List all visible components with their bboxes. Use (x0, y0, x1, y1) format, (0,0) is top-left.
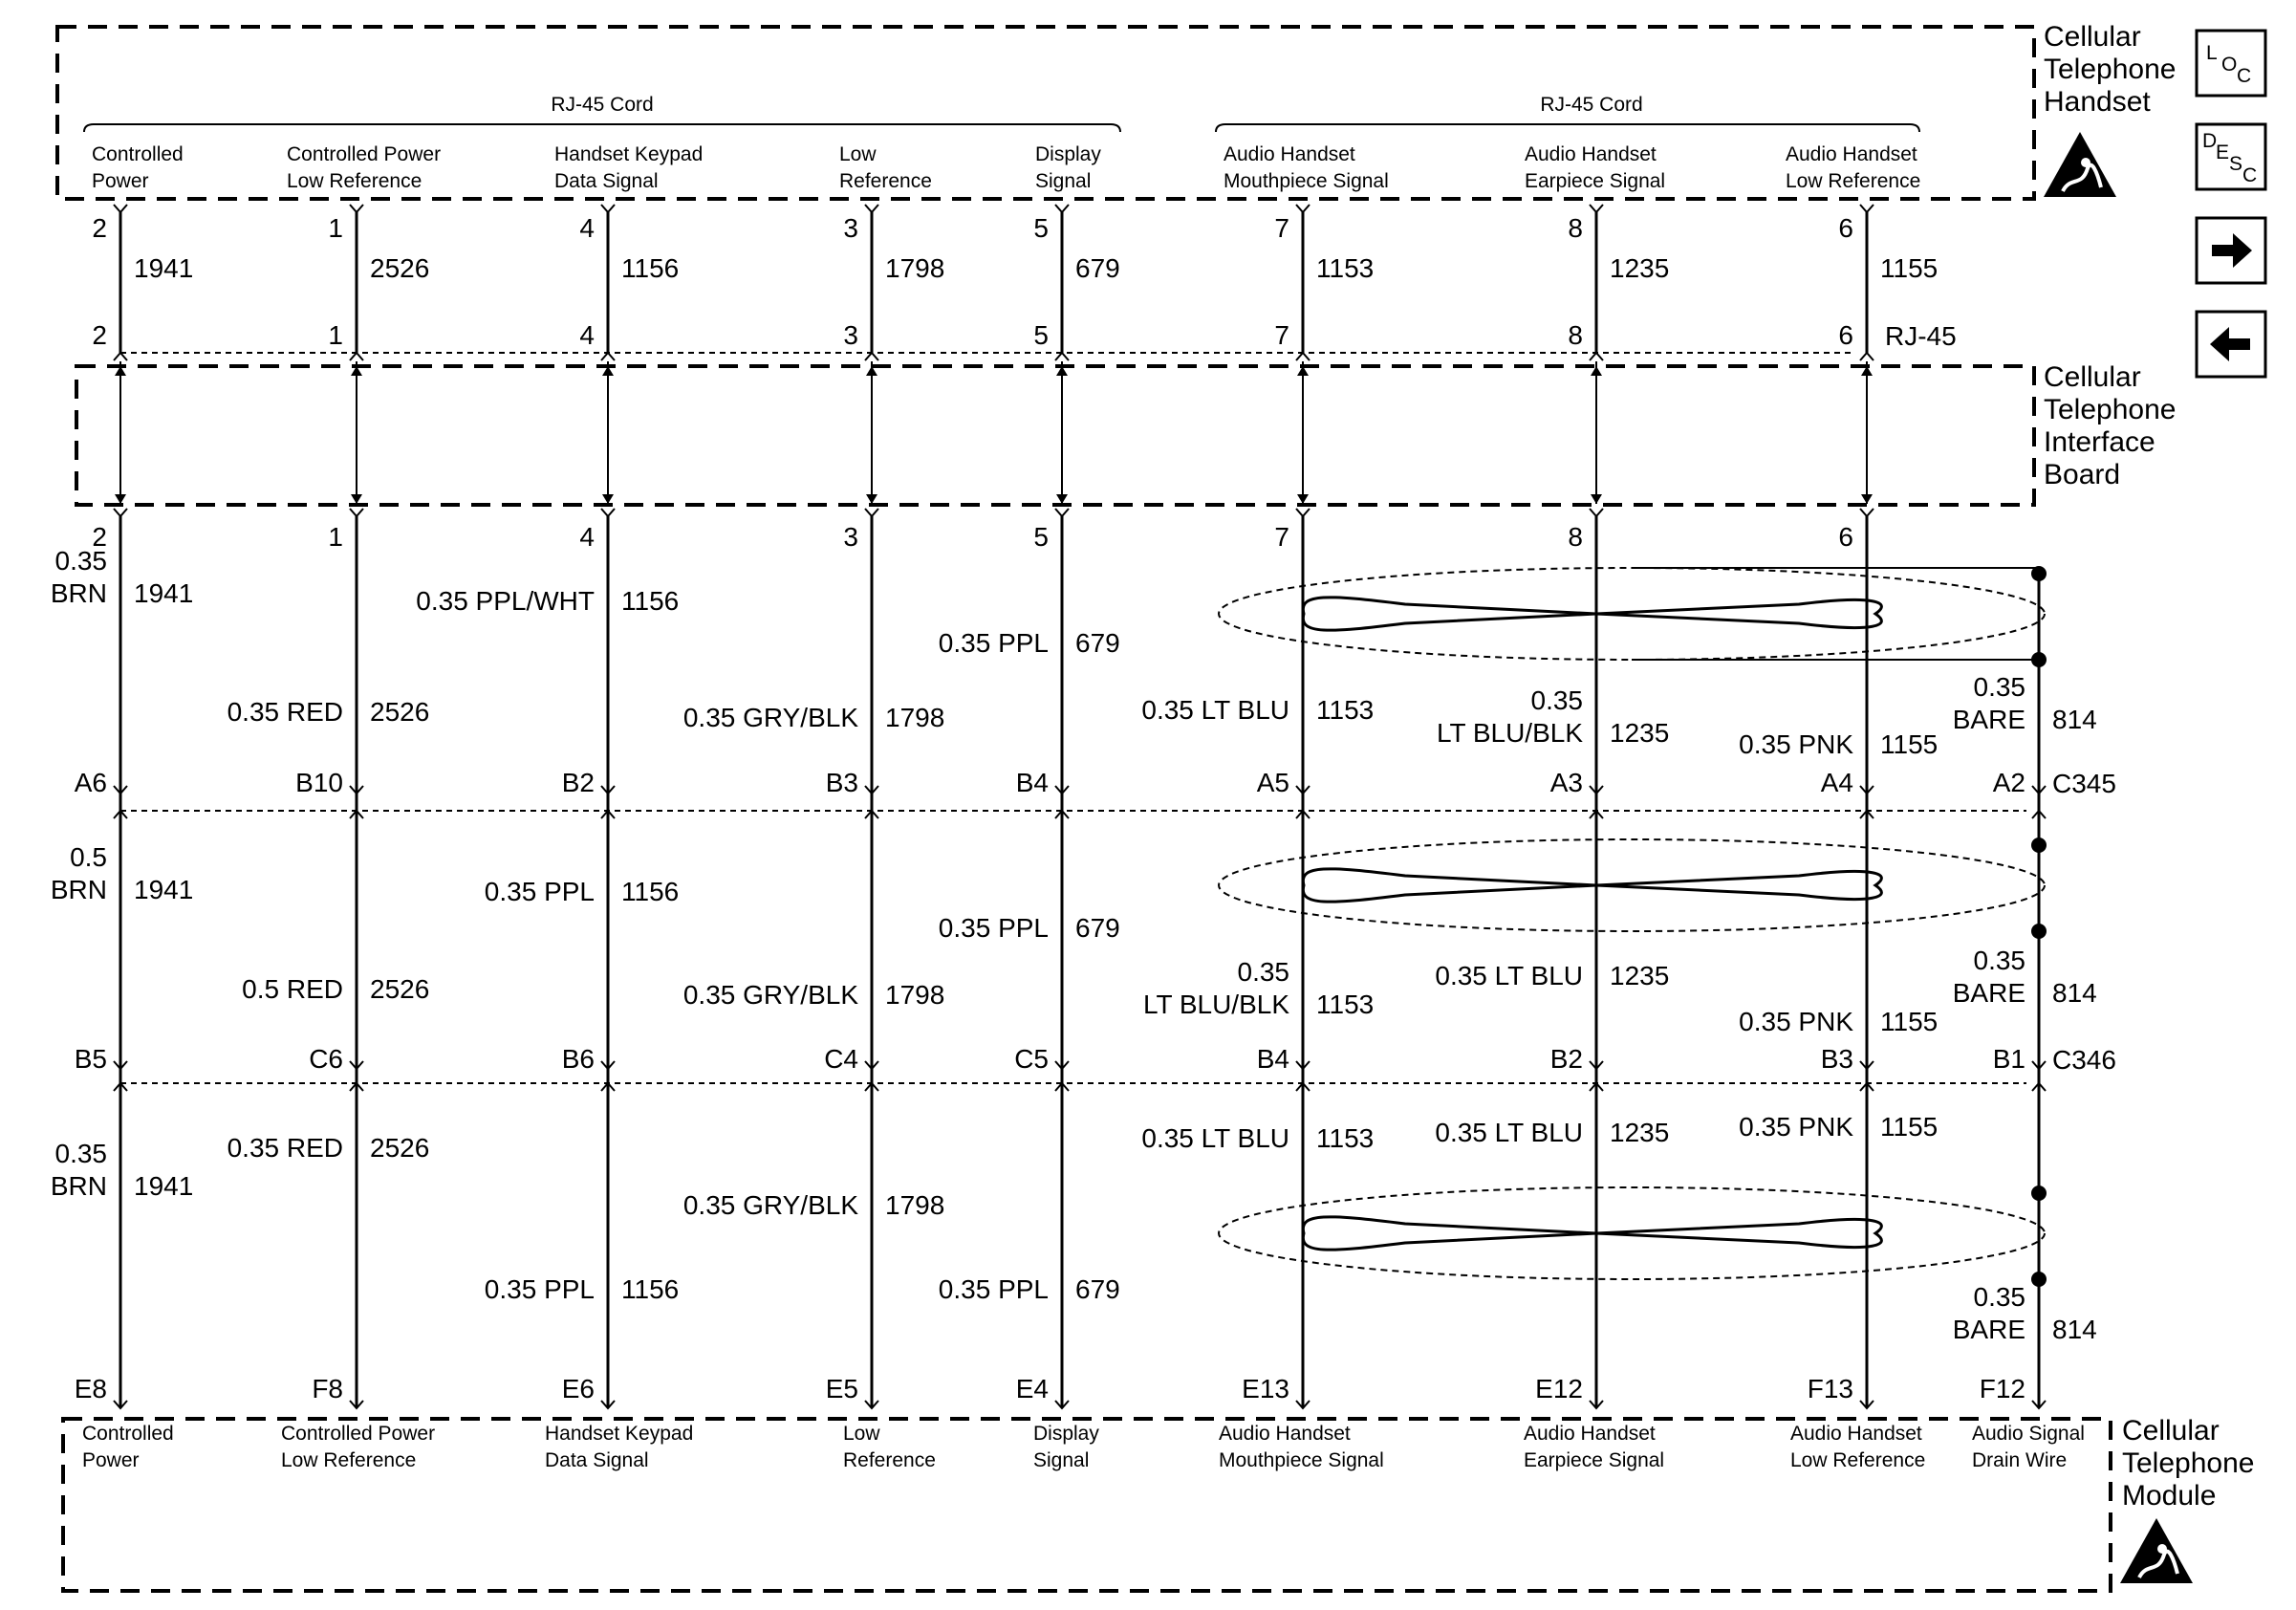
module-terminal-label: Handset Keypad (545, 1423, 694, 1445)
interface-board-box (76, 366, 2034, 505)
rj45-pin-connector (865, 353, 878, 360)
cord-circuit-number: 679 (1075, 253, 1120, 283)
handset-pin-connector (350, 205, 363, 212)
wire-spec: 0.35 PPL/WHT (416, 586, 595, 616)
module-pin: F12 (1979, 1374, 2025, 1403)
wires-layer (114, 205, 2046, 1408)
wire-circuit-number: 1156 (621, 586, 680, 616)
wire-gauge: 0.35 (1237, 957, 1289, 987)
rj45-pin-number: 3 (843, 320, 858, 350)
module-terminal-label: Drain Wire (1972, 1449, 2068, 1471)
wire-circuit-number: 679 (1075, 628, 1120, 658)
handset-terminal-label: Power (92, 170, 149, 192)
c345-pin: A2 (1992, 768, 2025, 797)
rj45-pin-number: 7 (1274, 320, 1289, 350)
c345-pin: A3 (1549, 768, 1583, 797)
twisted-pair-shield-1 (1219, 566, 2047, 667)
board-bottom-connector (1055, 509, 1069, 516)
handset-pin-connector (1590, 205, 1603, 212)
module-pin: F13 (1807, 1374, 1853, 1403)
wire-circuit-number: 814 (2052, 978, 2097, 1008)
board-arrow (866, 494, 877, 504)
module-terminal-label: Audio Handset (1790, 1423, 1922, 1445)
handset-terminal-label: Audio Handset (1525, 143, 1657, 165)
wire-spec: 0.35 PNK (1739, 729, 1853, 759)
wire-circuit-number: 679 (1075, 1274, 1120, 1304)
wire-circuit-number: 1941 (134, 875, 194, 904)
wire-spec: 0.35 LT BLU (1435, 1118, 1583, 1147)
handset-pin-connector (1860, 205, 1874, 212)
module-pin: E8 (74, 1374, 107, 1403)
interface-board-label (2044, 361, 2176, 490)
c346-pin: B6 (561, 1044, 595, 1074)
loc-button[interactable] (2197, 31, 2265, 96)
module-pin: E12 (1535, 1374, 1583, 1403)
wire-circuit-number: 1155 (1880, 1112, 1939, 1142)
handset-terminal-label: Earpiece Signal (1525, 170, 1666, 192)
module-pin: E13 (1242, 1374, 1289, 1403)
svg-text:D: D (2202, 130, 2218, 152)
wire-color: LT BLU/BLK (1436, 718, 1583, 748)
c345-pin: A5 (1256, 768, 1289, 797)
svg-text:Board: Board (2044, 459, 2121, 490)
c345-pin: B4 (1015, 768, 1049, 797)
module-terminal-label: Low (843, 1423, 880, 1445)
wire-circuit-number: 2526 (370, 697, 430, 727)
module-terminal-label: Mouthpiece Signal (1219, 1449, 1384, 1471)
wire-circuit-number: 1235 (1610, 1118, 1670, 1147)
c346-pin: C6 (309, 1044, 343, 1074)
rj45-pin-connector (1860, 353, 1874, 360)
handset-pin-connector (1296, 205, 1310, 212)
svg-text:C: C (2242, 164, 2258, 186)
handset-pin-connector (865, 205, 878, 212)
module-pin: E5 (825, 1374, 858, 1403)
c346-pin: B3 (1820, 1044, 1853, 1074)
board-arrow (1591, 494, 1602, 504)
twisted-pair-shield-3 (1219, 1186, 2047, 1287)
svg-text:C: C (2237, 65, 2252, 87)
wire-circuit-number: 1156 (621, 877, 680, 906)
c346-pin: B2 (1549, 1044, 1583, 1074)
board-bottom-connector (1296, 509, 1310, 516)
board-pin-number: 2 (92, 522, 107, 552)
wire-gauge: 0.35 (1530, 685, 1583, 715)
handset-terminal-label: Audio Handset (1224, 143, 1355, 165)
cord-circuit-number: 1156 (621, 253, 680, 283)
svg-text:Telephone: Telephone (2044, 394, 2177, 425)
rj45-pin-connector (1590, 353, 1603, 360)
module-terminal-label: Reference (843, 1449, 936, 1471)
c346-pin: B4 (1256, 1044, 1289, 1074)
board-bottom-connector (114, 509, 127, 516)
module-terminal-label: Display (1033, 1423, 1099, 1445)
board-bottom-connector (865, 509, 878, 516)
module-terminal-label: Audio Handset (1219, 1423, 1351, 1445)
wire-circuit-number: 1235 (1610, 961, 1670, 990)
wire-color: BARE (1952, 705, 2025, 734)
module-pin: E4 (1015, 1374, 1049, 1403)
rj45-cord-brace-right (1216, 94, 1919, 132)
handset-pin-number: 5 (1033, 213, 1049, 243)
module-terminal-label: Controlled Power (281, 1423, 436, 1445)
cord-circuit-number: 1153 (1316, 253, 1375, 283)
wire-gauge: 0.35 (1973, 672, 2025, 702)
rj45-label: RJ-45 (1885, 321, 1957, 351)
svg-text:L: L (2206, 42, 2218, 64)
cord-circuit-number: 1235 (1610, 253, 1670, 283)
esd-warning-icon (2044, 132, 2116, 197)
wire-spec: 0.35 LT BLU (1141, 695, 1289, 725)
handset-terminal-label: Low Reference (1786, 170, 1921, 192)
prev-button[interactable] (2197, 312, 2265, 377)
rj45-pin-connector (601, 353, 615, 360)
svg-text:Cellular: Cellular (2044, 361, 2141, 393)
module-terminal-label: Signal (1033, 1449, 1090, 1471)
wire-circuit-number: 1155 (1880, 729, 1939, 759)
wire-spec: 0.35 LT BLU (1141, 1123, 1289, 1153)
handset-terminal-label: Audio Handset (1786, 143, 1917, 165)
svg-text:S: S (2229, 153, 2243, 175)
module-terminal-label: Audio Handset (1524, 1423, 1656, 1445)
board-pin-number: 7 (1274, 522, 1289, 552)
handset-terminal-label: Controlled Power (287, 143, 442, 165)
module-terminal-label: Power (82, 1449, 140, 1471)
board-arrow (1056, 494, 1068, 504)
wire-color: BARE (1952, 978, 2025, 1008)
cord-circuit-number: 1155 (1880, 253, 1939, 283)
module-terminal-label: Data Signal (545, 1449, 649, 1471)
wire-spec: 0.35 PPL (938, 913, 1049, 943)
wire-spec: 0.35 GRY/BLK (682, 980, 858, 1010)
wire-circuit-number: 1798 (885, 703, 945, 732)
rj45-pin-connector (1055, 353, 1069, 360)
svg-text:Interface: Interface (2044, 426, 2155, 458)
board-bottom-connector (1590, 509, 1603, 516)
handset-pin-number: 3 (843, 213, 858, 243)
svg-text:RJ-45 Cord: RJ-45 Cord (1540, 94, 1643, 116)
rj45-pin-number: 5 (1033, 320, 1049, 350)
handset-terminal-label: Low Reference (287, 170, 422, 192)
handset-terminal-label: Mouthpiece Signal (1224, 170, 1389, 192)
wire-spec: 0.35 PPL (484, 1274, 595, 1304)
handset-terminal-label: Reference (839, 170, 932, 192)
module-terminal-label: Low Reference (1790, 1449, 1926, 1471)
wire-spec: 0.35 RED (227, 697, 343, 727)
module-terminal-label: Audio Signal (1972, 1423, 2085, 1445)
handset-pin-number: 8 (1568, 213, 1583, 243)
wire-circuit-number: 1798 (885, 1190, 945, 1220)
module-box (63, 1419, 2111, 1591)
handset-pin-connector (1055, 205, 1069, 212)
esd-warning-icon (2120, 1518, 2193, 1583)
rj45-pin-number: 2 (92, 320, 107, 350)
wire-color: BRN (50, 578, 107, 608)
handset-terminal-label: Handset Keypad (554, 143, 704, 165)
board-arrow (351, 494, 362, 504)
module-terminal-label: Low Reference (281, 1449, 417, 1471)
handset-terminal-label: Data Signal (554, 170, 659, 192)
board-pin-number: 5 (1033, 522, 1049, 552)
wire-circuit-number: 1235 (1610, 718, 1670, 748)
c346-label: C346 (2052, 1045, 2116, 1075)
wire-spec: 0.35 PPL (938, 628, 1049, 658)
wire-gauge: 0.5 (70, 842, 107, 872)
wire-gauge: 0.35 (54, 1139, 107, 1168)
rj45-pin-number: 1 (328, 320, 343, 350)
module-pin: E6 (561, 1374, 595, 1403)
handset-terminal-label: Display (1035, 143, 1101, 165)
wire-spec: 0.35 PNK (1739, 1112, 1853, 1142)
cord-circuit-number: 2526 (370, 253, 430, 283)
wire-spec: 0.35 PPL (484, 877, 595, 906)
rj45-pin-number: 6 (1838, 320, 1853, 350)
handset-pin-connector (601, 205, 615, 212)
wire-spec: 0.35 LT BLU (1435, 961, 1583, 990)
board-arrow (1297, 494, 1309, 504)
c346-pin: B1 (1992, 1044, 2025, 1074)
board-bottom-connector (350, 509, 363, 516)
board-pin-number: 1 (328, 522, 343, 552)
wire-color: BRN (50, 875, 107, 904)
wire-spec: 0.5 RED (242, 974, 343, 1004)
module-terminal-label: Controlled (82, 1423, 174, 1445)
svg-text:Telephone: Telephone (2044, 54, 2177, 85)
rj45-pin-connector (114, 353, 127, 360)
wire-color: BRN (50, 1171, 107, 1201)
wire-circuit-number: 1155 (1880, 1007, 1939, 1036)
board-pin-number: 4 (579, 522, 595, 552)
handset-pin-number: 6 (1838, 213, 1853, 243)
c346-pin: B5 (74, 1044, 107, 1074)
wire-circuit-number: 1798 (885, 980, 945, 1010)
svg-text:Cellular: Cellular (2044, 21, 2141, 53)
wire-circuit-number: 1941 (134, 578, 194, 608)
board-arrow (1861, 494, 1873, 504)
module-terminal-label: Earpiece Signal (1524, 1449, 1665, 1471)
c345-pin: B3 (825, 768, 858, 797)
handset-pin-number: 1 (328, 213, 343, 243)
handset-pin-number: 4 (579, 213, 595, 243)
board-pin-number: 3 (843, 522, 858, 552)
wire-circuit-number: 679 (1075, 913, 1120, 943)
desc-button[interactable] (2197, 124, 2265, 189)
c345-pin: B2 (561, 768, 595, 797)
c346-pin: C5 (1014, 1044, 1049, 1074)
handset-label (2044, 21, 2176, 118)
handset-pin-number: 7 (1274, 213, 1289, 243)
rj45-pin-number: 8 (1568, 320, 1583, 350)
wire-circuit-number: 1156 (621, 1274, 680, 1304)
c345-label: C345 (2052, 769, 2116, 798)
wire-circuit-number: 2526 (370, 1133, 430, 1163)
handset-pin-connector (114, 205, 127, 212)
wire-circuit-number: 1153 (1316, 695, 1375, 725)
wire-circuit-number: 1153 (1316, 1123, 1375, 1153)
twisted-pair-shield-2 (1219, 838, 2047, 939)
wire-circuit-number: 1941 (134, 1171, 194, 1201)
c345-pin: A4 (1820, 768, 1853, 797)
svg-text:O: O (2221, 54, 2238, 76)
wire-circuit-number: 2526 (370, 974, 430, 1004)
wire-color: BARE (1952, 1315, 2025, 1344)
wire-spec: 0.35 PNK (1739, 1007, 1853, 1036)
rj45-cord-brace-left (84, 94, 1120, 132)
rj45-pin-number: 4 (579, 320, 595, 350)
handset-terminal-label: Low (839, 143, 877, 165)
module-label (2122, 1415, 2254, 1512)
c345-pin: A6 (74, 768, 107, 797)
board-arrow (602, 494, 614, 504)
c346-pin: C4 (824, 1044, 858, 1074)
c345-pin: B10 (295, 768, 343, 797)
cord-circuit-number: 1798 (885, 253, 945, 283)
svg-text:RJ-45 Cord: RJ-45 Cord (551, 94, 654, 116)
board-pin-number: 8 (1568, 522, 1583, 552)
board-pin-number: 6 (1838, 522, 1853, 552)
wire-spec: 0.35 GRY/BLK (682, 703, 858, 732)
handset-terminal-label: Signal (1035, 170, 1092, 192)
svg-text:Handset: Handset (2044, 86, 2151, 118)
rj45-pin-connector (350, 353, 363, 360)
handset-terminal-label: Controlled (92, 143, 184, 165)
module-pin: F8 (312, 1374, 343, 1403)
svg-text:Cellular: Cellular (2122, 1415, 2220, 1447)
wire-gauge: 0.35 (54, 546, 107, 576)
svg-text:Telephone: Telephone (2122, 1447, 2255, 1479)
wire-spec: 0.35 RED (227, 1133, 343, 1163)
wire-circuit-number: 1153 (1316, 990, 1375, 1019)
rj45-pin-connector (1296, 353, 1310, 360)
wire-spec: 0.35 GRY/BLK (682, 1190, 858, 1220)
svg-text:E: E (2216, 141, 2230, 163)
wire-gauge: 0.35 (1973, 1282, 2025, 1312)
handset-pin-number: 2 (92, 213, 107, 243)
wire-color: LT BLU/BLK (1142, 990, 1289, 1019)
wire-circuit-number: 814 (2052, 705, 2097, 734)
board-bottom-connector (1860, 509, 1874, 516)
next-button[interactable] (2197, 218, 2265, 283)
wire-spec: 0.35 PPL (938, 1274, 1049, 1304)
svg-text:Module: Module (2122, 1480, 2217, 1512)
wire-gauge: 0.35 (1973, 946, 2025, 975)
board-arrow (115, 494, 126, 504)
cord-circuit-number: 1941 (134, 253, 194, 283)
wire-circuit-number: 814 (2052, 1315, 2097, 1344)
board-bottom-connector (601, 509, 615, 516)
